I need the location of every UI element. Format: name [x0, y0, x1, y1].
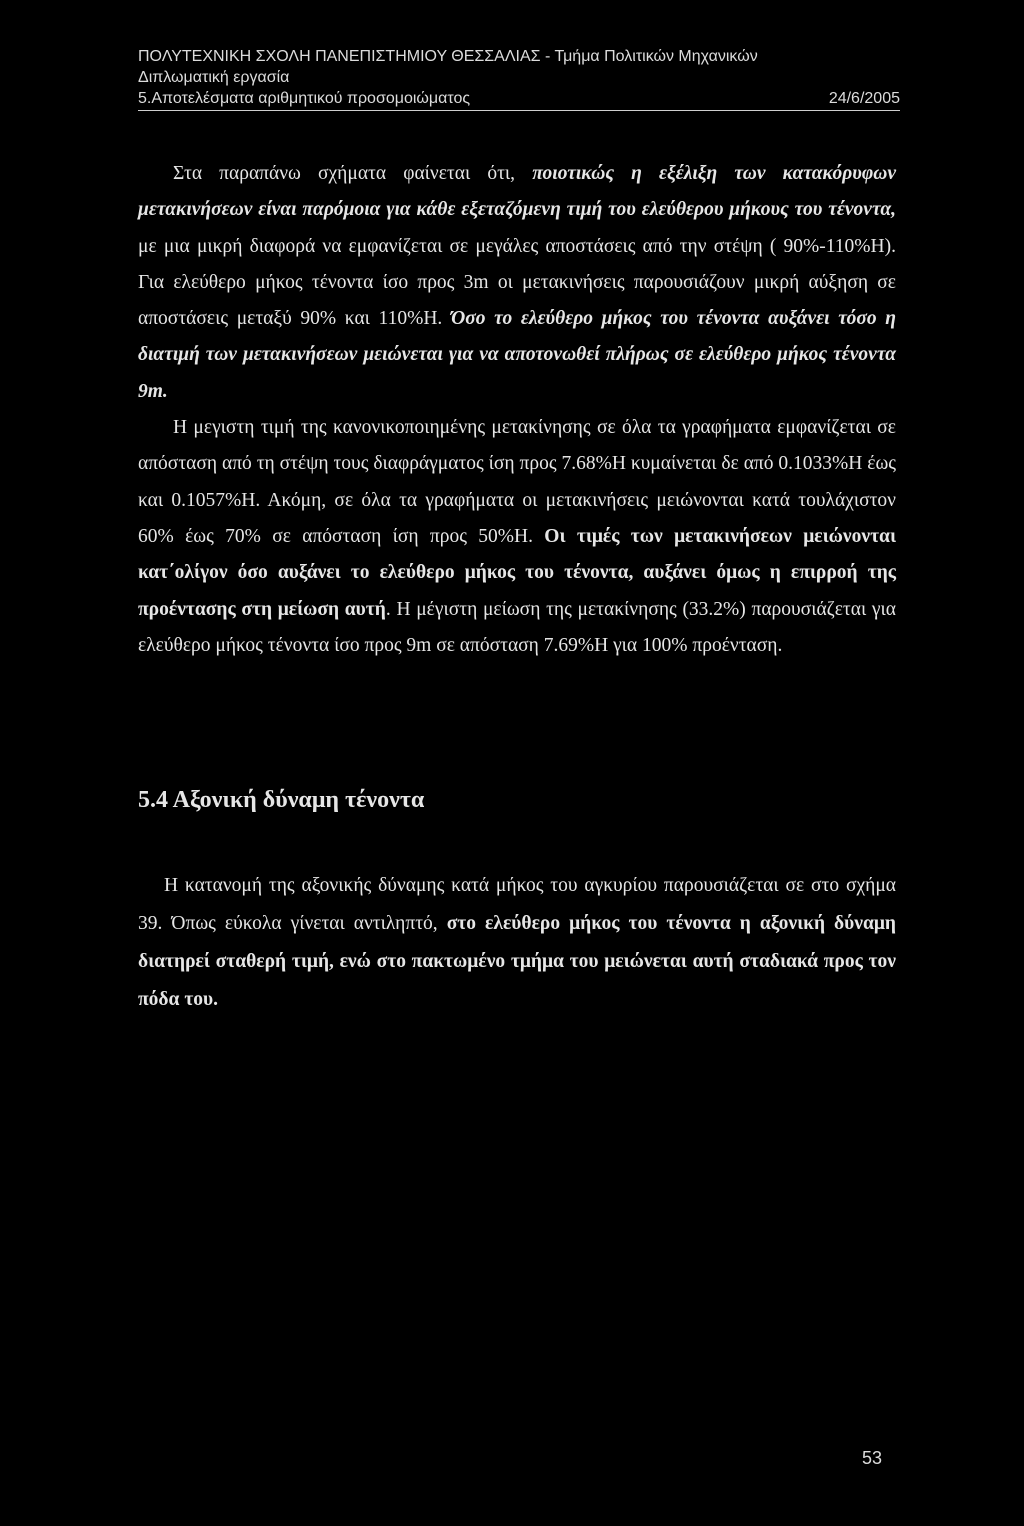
p1-s2: ποιοτικώς η εξέλιξη των κατακόρυφων μετακινήσεων είναι παρόμοια για κάθε εξεταζόμενη τιμή του ελεύθερου μήκους του τένοντα,	[138, 163, 896, 221]
header-rule	[138, 88, 900, 111]
header-doc-type: Διπλωματική εργασία	[138, 69, 290, 86]
p2-s1: Η μεγιστη τιμή της κανονικοποιημένης μετακίνησης σε όλα τα γραφήματα εμφανίζεται σε απόσταση από τη στέψη τους διαφράγματος ίση προς 7.68%Η κυμαίνεται δε από 0.1033%Η έως και 0.1057%Η. Ακόμη, σε όλα τα γραφήματα οι μετακινήσεις μειώνονται κατά τουλάχιστον 60% έως 70% σε απόσταση ίση προς 50%Η.	[138, 417, 896, 547]
p2-s3: . Η μέγιστη μείωση της μετακίνησης (33.2%) παρουσιάζεται για ελεύθερο μήκος τένοντα ίσο προς 9m σε απόσταση 7.69%Η για 100% προένταση.	[138, 598, 896, 656]
paragraph-displacements	[138, 156, 896, 664]
header-institution: ΠΟΛΥΤΕΧΝΙΚΗ ΣΧΟΛΗ ΠΑΝΕΠΙΣΤΗΜΙΟΥ ΘΕΣΣΑΛΙΑΣ - Τμήμα Πολιτικών Μηχανικών	[138, 48, 758, 65]
p3-s1: Η κατανομή της αξονικής δύναμης κατά μήκος του αγκυρίου παρουσιάζεται σε στο σχήμα 39. Όπως εύκολα γίνεται αντιληπτό,	[138, 875, 896, 934]
p2-s2: Οι τιμές των μετακινήσεων μειώνονται κατ΄ολίγον όσο αυξάνει το ελεύθερο μήκος του τένοντα, αυξάνει όμως η επιρροή της προέντασης στη μείωση αυτή	[138, 525, 896, 620]
p1-s3: με μια μικρή διαφορά να εμφανίζεται σε μεγάλες αποστάσεις από την στέψη ( 90%-110%Η). Για ελεύθερο μήκος τένοντα ίσο προς 3m οι μετακινήσεις παρουσιάζουν μικρή αύξηση σε αποστάσεις μεταξύ 90% και 110%Η.	[138, 235, 896, 330]
p1-s4: Όσο το ελεύθερο μήκος του τένοντα αυξάνει τόσο η διατιμή των μετακινήσεων μειώνεται για να αποτονωθεί πλήρως σε ελεύθερο μήκος τένοντα 9m.	[138, 308, 896, 402]
p3-s2: στο ελεύθερο μήκος του τένοντα η αξονική δύναμη διατηρεί σταθερή τιμή, ενώ στο πακτωμένο τμήμα του μειώνεται αυτή σταδιακά προς τον πόδα του.	[138, 913, 896, 1010]
header-date: 24/6/2005	[828, 90, 900, 107]
section-title: 5.4 Αξονική δύναμη τένοντα	[138, 787, 425, 813]
p1-s1: Στα παραπάνω σχήματα φαίνεται ότι,	[173, 163, 533, 184]
paragraph-axial-force	[138, 867, 896, 1019]
page-number: 53	[862, 1448, 883, 1468]
header-chapter: 5.Αποτελέσματα αριθμητικού προσομοιώματος	[138, 90, 471, 107]
